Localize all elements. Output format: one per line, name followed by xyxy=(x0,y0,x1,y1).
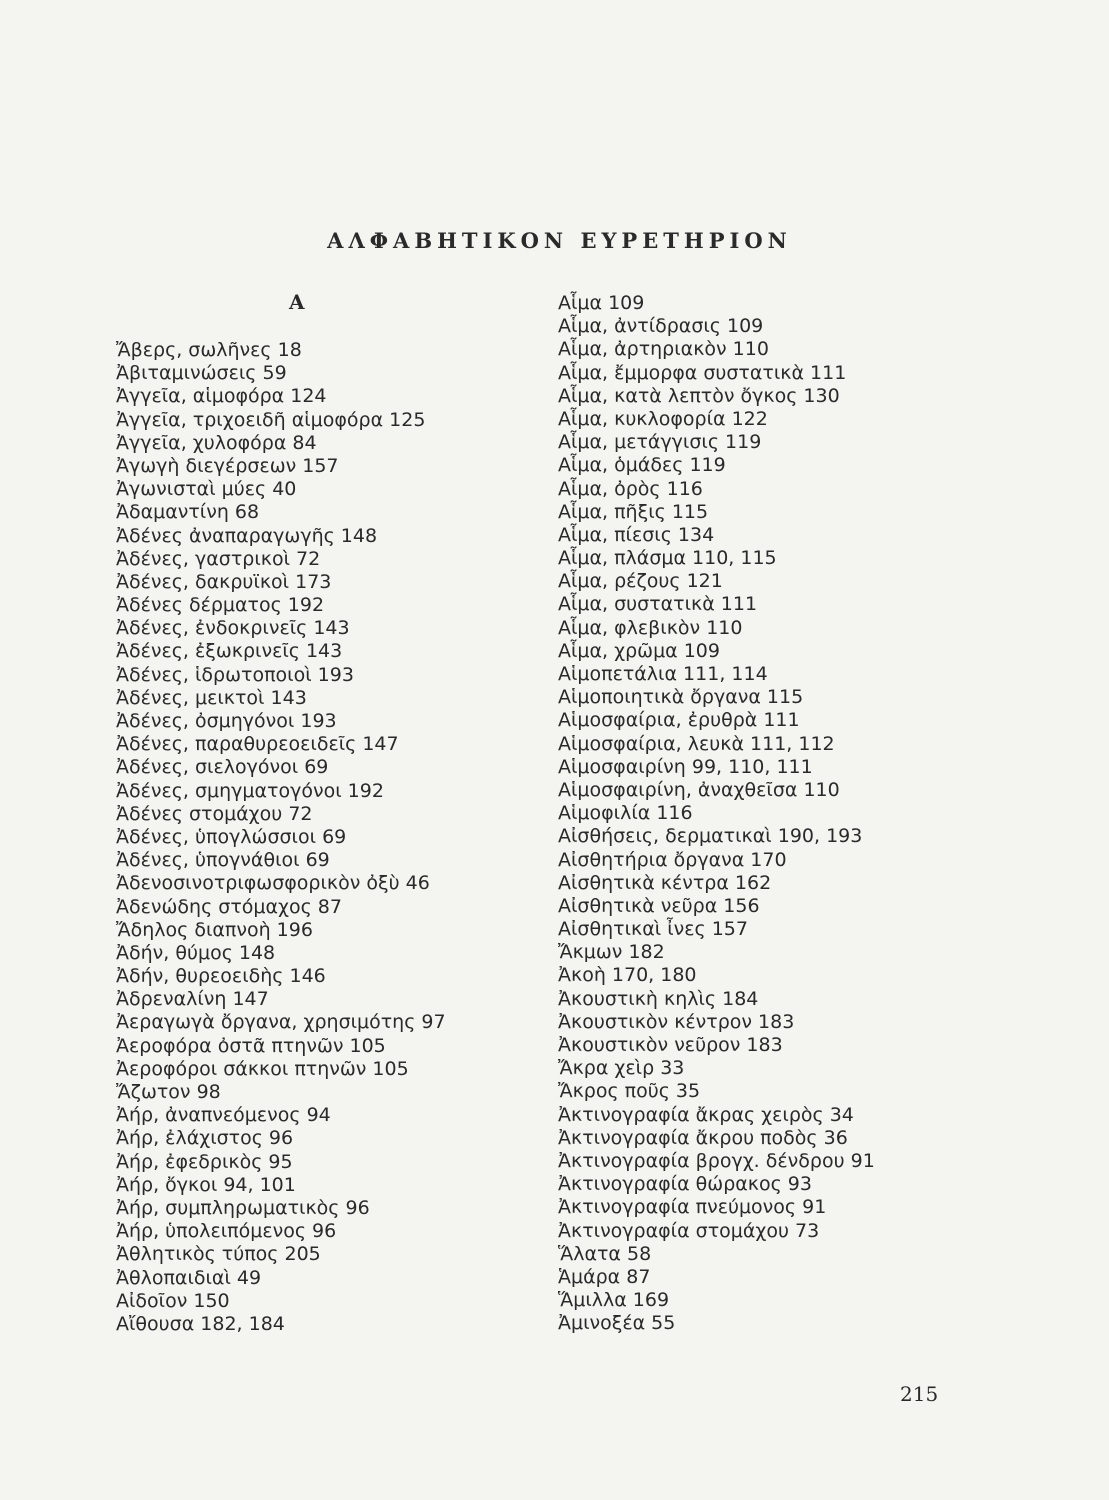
section-letter: Α xyxy=(289,290,305,314)
index-entry: Ἀδήν, θυρεοειδὴς 146 xyxy=(116,965,326,988)
index-entry: Αἷμα, πλάσμα 110, 115 xyxy=(558,547,777,570)
index-entry: Ἀθλητικὸς τύπος 205 xyxy=(116,1243,321,1266)
page-number: 215 xyxy=(900,1382,939,1406)
index-entry: Αἱμοφιλία 116 xyxy=(558,802,693,825)
page-title: ΑΛΦΑΒΗΤΙΚΟΝ ΕΥΡΕΤΗΡΙΟΝ xyxy=(327,228,792,253)
index-entry: Αἷμα, ἀρτηριακὸν 110 xyxy=(558,338,769,361)
index-entry: Ἀεροφόροι σάκκοι πτηνῶν 105 xyxy=(116,1057,409,1080)
index-entry: Ἀγγεῖα, τριχοειδῆ αἱμοφόρα 125 xyxy=(116,408,426,431)
index-entry: Ἀήρ, ἀναπνεόμενος 94 xyxy=(116,1104,331,1127)
index-entry: Αἷμα, φλεβικὸν 110 xyxy=(558,616,743,639)
index-column-right xyxy=(558,292,875,1335)
index-entry: Ἀκτινογραφία θώρακος 93 xyxy=(558,1173,812,1196)
index-entry: Ἄκρα χεὶρ 33 xyxy=(558,1057,685,1080)
index-entry: Ἀμινοξέα 55 xyxy=(558,1312,676,1335)
index-entry: Ἄκρος ποῦς 35 xyxy=(558,1080,701,1103)
index-entry: Αἰδοῖον 150 xyxy=(116,1289,230,1312)
index-entry: Ἀδένες ἀναπαραγωγῆς 148 xyxy=(116,524,378,547)
index-entry: Αἰσθητικὰ κέντρα 162 xyxy=(558,871,772,894)
index-entry: Ἀκτινογραφία πνεύμονος 91 xyxy=(558,1196,827,1219)
index-entry: Ἀδένες στομάχου 72 xyxy=(116,802,313,825)
index-entry: Αἱμοποιητικὰ ὄργανα 115 xyxy=(558,686,804,709)
index-entry: Ἀήρ, ὑπολειπόμενος 96 xyxy=(116,1220,337,1243)
index-entry: Αἷμα, χρῶμα 109 xyxy=(558,639,720,662)
index-entry: Ἀδένες, μεικτοὶ 143 xyxy=(116,686,307,709)
index-entry: Ἀκτινογραφία ἄκρου ποδὸς 36 xyxy=(558,1126,848,1149)
index-entry: Ἀγγεῖα, χυλοφόρα 84 xyxy=(116,431,317,454)
index-entry: Ἀδένες, σμηγματογόνοι 192 xyxy=(116,779,384,802)
index-column-left xyxy=(116,339,446,1336)
index-entry: Ἀεραγωγὰ ὄργανα, χρησιμότης 97 xyxy=(116,1011,446,1034)
index-entry: Ἀδένες, ἐνδοκρινεῖς 143 xyxy=(116,617,350,640)
index-entry: Ἁμάρα 87 xyxy=(558,1265,651,1288)
index-entry: Αἷμα, πῆξις 115 xyxy=(558,500,709,523)
index-entry: Αἰσθητήρια ὄργανα 170 xyxy=(558,848,787,871)
index-entry: Ἅλατα 58 xyxy=(558,1242,652,1265)
index-entry: Ἅμιλλα 169 xyxy=(558,1289,670,1312)
index-entry: Ἀδένες, ὀσμηγόνοι 193 xyxy=(116,710,337,732)
index-entry: Ἀγωνισταὶ μύες 40 xyxy=(116,478,297,501)
index-entry: Ἀδένες, δακρυϊκοὶ 173 xyxy=(116,570,332,593)
index-entry: Αἱμοσφαίρια, λευκὰ 111, 112 xyxy=(558,732,835,755)
index-entry: Ἀδένες δέρματος 192 xyxy=(116,594,325,617)
index-entry: Αἷμα, κυκλοφορία 122 xyxy=(558,407,768,430)
index-entry: Ἀήρ, ἐφεδρικὸς 95 xyxy=(116,1150,293,1173)
index-entry: Ἄβερς, σωλῆνες 18 xyxy=(116,339,302,361)
index-entry: Ἀδενοσινοτριφωσφορικὸν ὀξὺ 46 xyxy=(116,872,430,895)
index-entry: Ἀήρ, συμπληρωματικὸς 96 xyxy=(116,1196,370,1219)
index-entry: Ἀδήν, θύμος 148 xyxy=(116,941,276,964)
index-entry: Ἀκοὴ 170, 180 xyxy=(558,964,697,987)
index-entry: Αἷμα, πίεσις 134 xyxy=(558,523,715,546)
index-entry: Αἱμοσφαιρίνη, ἀναχθεῖσα 110 xyxy=(558,778,840,801)
index-entry: Αἷμα 109 xyxy=(558,292,645,314)
index-entry: Αἰσθήσεις, δερματικαὶ 190, 193 xyxy=(558,825,863,848)
index-entry: Αἰσθητικὰ νεῦρα 156 xyxy=(558,894,760,917)
index-entry: Ἀβιταμινώσεις 59 xyxy=(116,362,287,385)
index-entry: Ἀήρ, ὄγκοι 94, 101 xyxy=(116,1173,296,1196)
index-entry: Ἀδένες, ἱδρωτοποιοὶ 193 xyxy=(116,663,354,686)
index-entry: Ἀδένες, ὑπογλώσσιοι 69 xyxy=(116,825,347,848)
index-entry: Ἀκτινογραφία στομάχου 73 xyxy=(558,1219,820,1242)
index-entry: Ἀδρεναλίνη 147 xyxy=(116,988,269,1011)
index-entry: Ἀκουστικὸν νεῦρον 183 xyxy=(558,1034,783,1056)
index-entry: Ἀκτινογραφία βρογχ. δένδρου 91 xyxy=(558,1149,875,1172)
index-entry: Αἷμα, ὀρὸς 116 xyxy=(558,477,703,500)
index-entry: Αἷμα, ὁμάδες 119 xyxy=(558,454,726,477)
index-entry: Ἀκουστικὴ κηλὶς 184 xyxy=(558,987,759,1010)
index-entry: Αἷμα, ἀντίδρασις 109 xyxy=(558,315,764,338)
index-entry: Ἀδένες, ὑπογνάθιοι 69 xyxy=(116,849,330,872)
index-entry: Ἀγωγὴ διεγέρσεων 157 xyxy=(116,454,339,477)
index-entry: Ἀδένες, παραθυρεοειδεῖς 147 xyxy=(116,733,399,756)
index-entry: Ἄδηλος διαπνοὴ 196 xyxy=(116,918,313,941)
index-entry: Αἱμοσφαιρίνη 99, 110, 111 xyxy=(558,755,813,778)
index-entry: Ἀδαμαντίνη 68 xyxy=(116,501,260,524)
index-entry: Ἀκουστικὸν κέντρον 183 xyxy=(558,1010,795,1033)
index-entry: Ἀδένες, σιελογόνοι 69 xyxy=(116,756,329,779)
index-entry: Αἱμοπετάλια 111, 114 xyxy=(558,663,768,685)
index-entry: Ἀθλοπαιδιαὶ 49 xyxy=(116,1266,262,1289)
index-entry: Αἷμα, συστατικὰ 111 xyxy=(558,593,758,616)
index-entry: Ἀκτινογραφία ἄκρας χειρὸς 34 xyxy=(558,1103,854,1126)
index-entry: Αἷμα, κατὰ λεπτὸν ὄγκος 130 xyxy=(558,384,840,407)
index-entry: Ἄζωτον 98 xyxy=(116,1081,221,1103)
index-entry: Αἷμα, ρέζους 121 xyxy=(558,570,723,593)
index-entry: Ἀεροφόρα ὀστᾶ πτηνῶν 105 xyxy=(116,1034,386,1057)
index-entry: Ἀήρ, ἐλάχιστος 96 xyxy=(116,1127,294,1150)
index-entry: Ἀδένες, γαστρικοὶ 72 xyxy=(116,547,321,570)
index-entry: Αἷμα, ἔμμορφα συστατικὰ 111 xyxy=(558,361,847,384)
index-entry: Ἀγγεῖα, αἱμοφόρα 124 xyxy=(116,385,327,408)
index-entry: Ἀδενώδης στόμαχος 87 xyxy=(116,895,342,918)
index-entry: Αἱμοσφαίρια, ἐρυθρὰ 111 xyxy=(558,709,800,732)
index-entry: Αἷμα, μετάγγισις 119 xyxy=(558,431,762,454)
index-entry: Αἴθουσα 182, 184 xyxy=(116,1312,285,1335)
index-entry: Ἀδένες, ἐξωκρινεῖς 143 xyxy=(116,640,343,663)
index-entry: Ἄκμων 182 xyxy=(558,941,665,964)
index-entry: Αἰσθητικαὶ ἶνες 157 xyxy=(558,918,748,941)
